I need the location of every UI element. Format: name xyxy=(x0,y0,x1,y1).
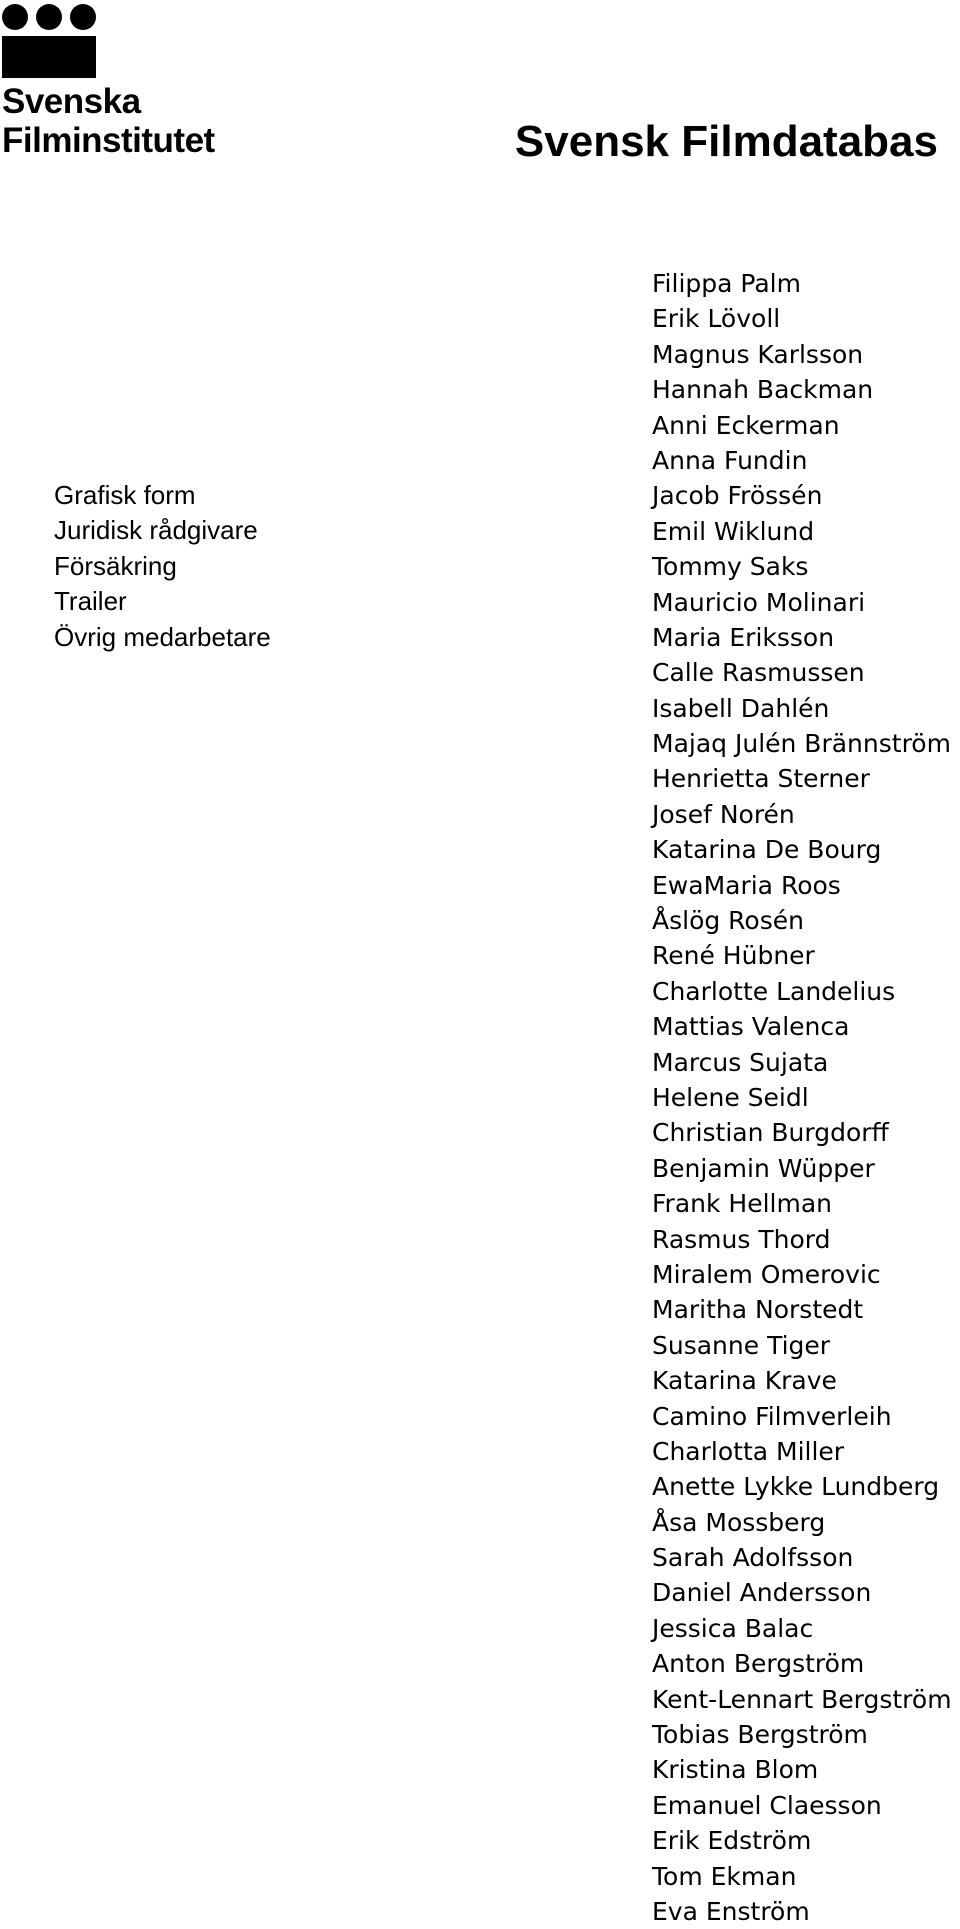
credit-name-item: Sarah Adolfsson xyxy=(652,1543,854,1573)
credit-name-item: Calle Rasmussen xyxy=(652,658,865,688)
credit-name-item: Tommy Saks xyxy=(652,552,809,582)
credit-name-item: Maritha Norstedt xyxy=(652,1295,864,1325)
credit-name-item: Charlotta Miller xyxy=(652,1436,845,1466)
credit-name-item: Miralem Omerovic xyxy=(652,1259,881,1289)
credit-name-item: Emil Wiklund xyxy=(652,516,815,546)
page-title: Svensk Filmdatabas xyxy=(514,117,938,166)
credit-role-item: Försäkring xyxy=(54,550,177,581)
credit-name-item: Anton Bergström xyxy=(652,1649,865,1679)
logo-dot-icon xyxy=(2,4,28,30)
credit-name-item: Helene Seidl xyxy=(652,1082,809,1112)
credit-name-item: Majaq Julén Brännström xyxy=(652,729,951,759)
credit-name-item: Åsa Mossberg xyxy=(652,1507,826,1537)
credit-name-item: Jessica Balac xyxy=(652,1613,814,1643)
logo-text-line2: Filminstitutet xyxy=(2,121,215,160)
logo-dot-icon xyxy=(36,4,62,30)
credit-name-item: Emanuel Claesson xyxy=(652,1790,882,1820)
credit-name-item: Charlotte Landelius xyxy=(652,976,896,1006)
svenska-filminstitutet-logo xyxy=(2,2,262,162)
credit-role-item: Övrig medarbetare xyxy=(54,621,271,652)
credit-role-item: Grafisk form xyxy=(54,480,196,510)
credit-name-item: Maria Eriksson xyxy=(652,622,835,652)
credit-name-item: Mauricio Molinari xyxy=(652,587,866,617)
credit-name-item: Josef Norén xyxy=(652,799,795,829)
credit-name-item: Eva Enström xyxy=(652,1896,810,1926)
credit-name-item: Jacob Frössén xyxy=(652,481,823,511)
credit-name-item: Tobias Bergström xyxy=(652,1720,868,1750)
credit-name-item: Frank Hellman xyxy=(652,1189,833,1219)
credit-name-item: Filippa Palm xyxy=(652,269,801,298)
credit-name-item: Kent-Lennart Bergström xyxy=(652,1684,952,1714)
credit-names-list xyxy=(652,266,952,1929)
credit-name-item: Daniel Andersson xyxy=(652,1578,872,1608)
credit-name-item: Katarina De Bourg xyxy=(652,835,882,865)
credit-name-item: Susanne Tiger xyxy=(652,1330,831,1360)
credit-name-item: Åslög Rosén xyxy=(652,906,804,936)
logo-text-line1: Svenska xyxy=(2,82,141,121)
credit-name-item: Hannah Backman xyxy=(652,375,874,405)
credit-name-item: Erik Lövoll xyxy=(652,304,781,334)
credit-name-item: EwaMaria Roos xyxy=(652,870,841,900)
credit-role-item: Trailer xyxy=(54,586,127,617)
credit-roles-list xyxy=(54,478,271,655)
credit-name-item: Henrietta Sterner xyxy=(652,764,870,794)
credit-name-item: Katarina Krave xyxy=(652,1366,837,1396)
credit-name-item: Benjamin Wüpper xyxy=(652,1153,875,1183)
credit-name-item: Isabell Dahlén xyxy=(652,693,830,723)
logo-dot-icon xyxy=(70,4,96,30)
credit-name-item: Magnus Karlsson xyxy=(652,339,864,369)
credit-name-item: Anna Fundin xyxy=(652,445,808,475)
credit-name-item: Mattias Valenca xyxy=(652,1012,850,1042)
credit-name-item: Rasmus Thord xyxy=(652,1224,831,1254)
credit-name-item: Camino Filmverleih xyxy=(652,1401,892,1431)
credit-name-item: Marcus Sujata xyxy=(652,1047,829,1077)
credit-name-item: Anni Eckerman xyxy=(652,410,840,440)
credit-name-item: Anette Lykke Lundberg xyxy=(652,1472,940,1502)
logo-bar-icon xyxy=(2,36,96,78)
credit-name-item: Erik Edström xyxy=(652,1826,812,1856)
credit-name-item: René Hübner xyxy=(652,941,815,971)
credit-name-item: Christian Burgdorff xyxy=(652,1118,889,1148)
credit-name-item: Tom Ekman xyxy=(652,1861,797,1891)
credit-role-item: Juridisk rådgivare xyxy=(54,515,258,546)
credit-name-item: Kristina Blom xyxy=(652,1755,819,1785)
